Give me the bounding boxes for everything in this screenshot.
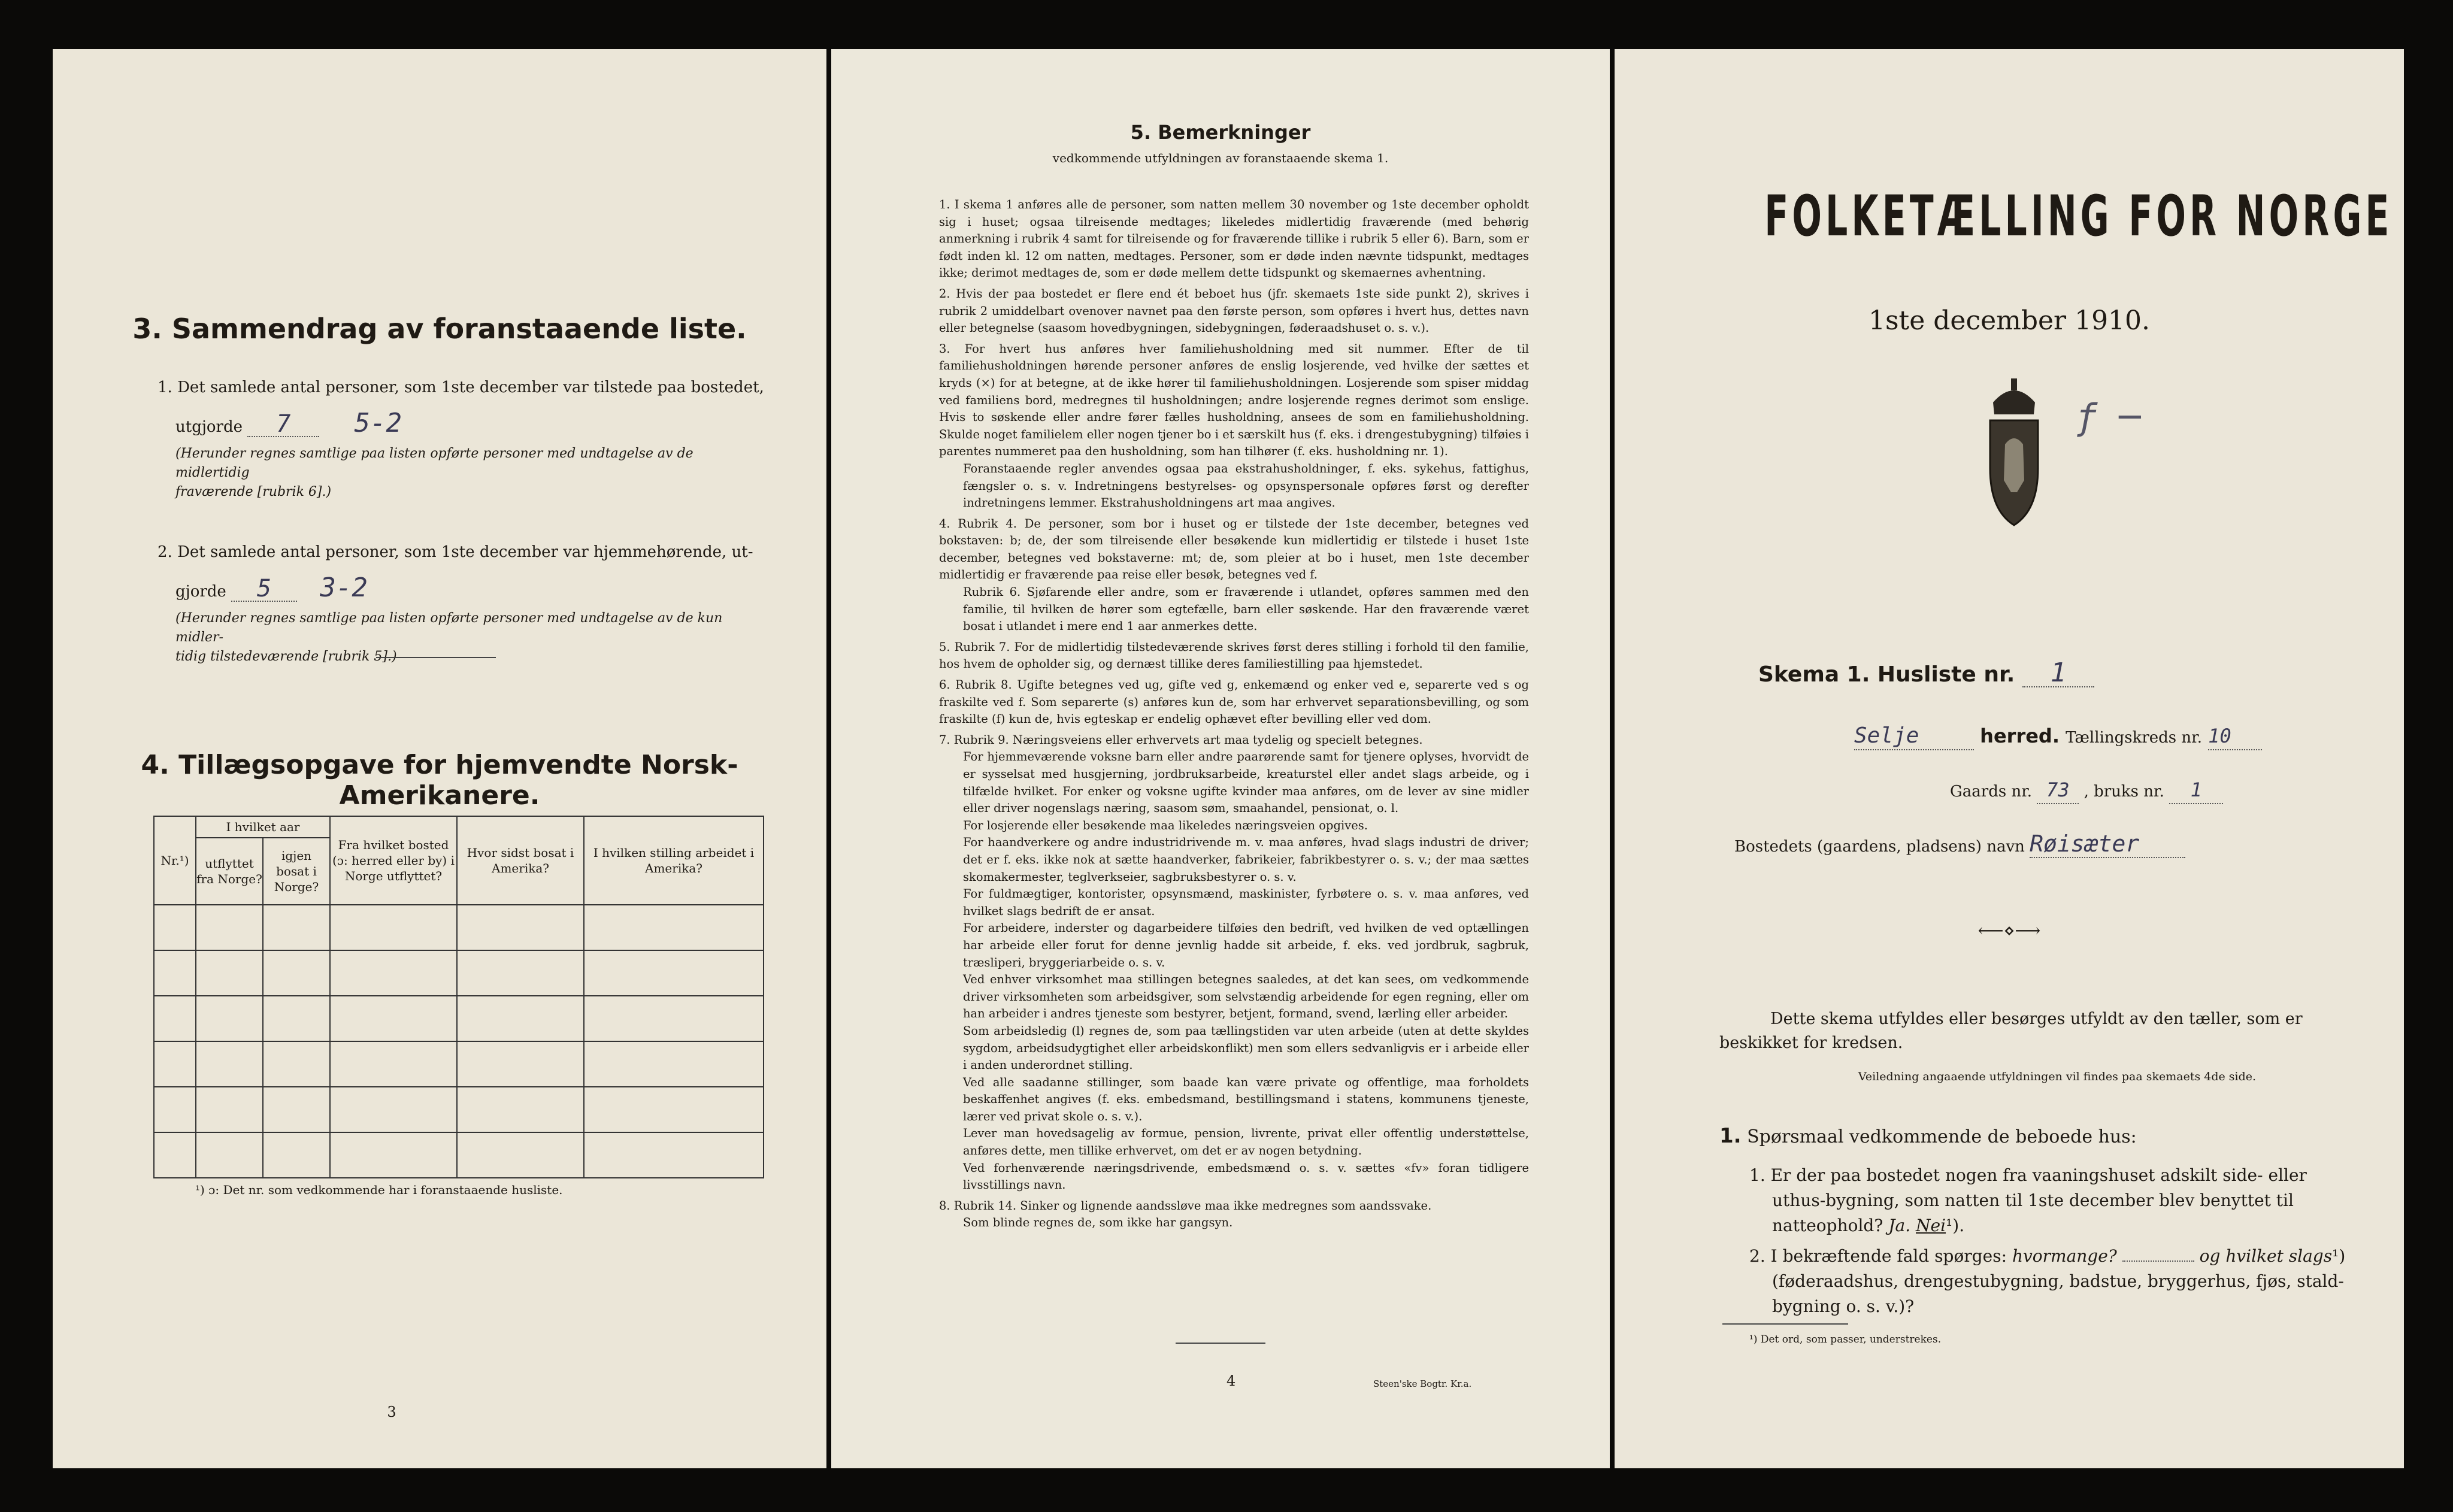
answer-nei[interactable]: Nei xyxy=(1916,1216,1946,1235)
col-sidst-bosat: Hvor sidst bosat i Amerika? xyxy=(457,816,584,905)
kreds-field[interactable]: 10 xyxy=(2208,723,2262,750)
col-stilling: I hvilken stilling arbeidet i Amerika? xyxy=(584,816,764,905)
bosted-field[interactable]: Røisæter xyxy=(2030,831,2185,858)
remarks-subtitle: vedkommende utfyldningen av foranstaaende skema 1. xyxy=(1052,151,1389,165)
section-3-title: 3. Sammendrag av foranstaaende liste. xyxy=(132,313,747,345)
remark-paragraph: Som blinde regnes de, som ikke har gangsyn. xyxy=(963,1216,1233,1230)
census-title-wrap xyxy=(1615,184,2404,249)
divider xyxy=(1722,1323,1848,1325)
remark-paragraph: Foranstaaende regler anvendes ogsaa paa ekstrahusholdninger, f. eks. sykehus, fattighus, fængsler o. s. v. Indretningens bestyrelses- og opsynspersonale opføres først og derefter indretningens lemmer. Ekstrahusholdningens art maa angives. xyxy=(963,461,1529,510)
section-4-title: 4. Tillægsopgave for hjemvendte Norsk-Amerikanere. xyxy=(141,750,738,811)
pencil-mark: ƒ ─ xyxy=(2076,396,2141,438)
answer-ja[interactable]: Ja. xyxy=(1888,1216,1911,1235)
skema-line xyxy=(1758,657,2094,688)
question-1-line-2: uthus-bygning, som natten til 1ste december blev benyttet til xyxy=(1772,1190,2294,1210)
remark-paragraph: Lever man hovedsagelig av formue, pension, livrente, privat eller offentlig understøttelse, anføres dette, men tillike erhvervet, om det er av nogen betydning. xyxy=(963,1126,1529,1158)
summary-item-2-note-2: tidig tilstedeværende [rubrik 5].) xyxy=(175,649,397,664)
intro-text xyxy=(1719,1007,2330,1055)
question-2-hvormange: hvormange? xyxy=(2012,1246,2117,1266)
summary-item-1-note-2: fraværende [rubrik 6].) xyxy=(175,484,332,499)
husliste-nr-field[interactable]: 1 xyxy=(2022,660,2094,687)
summary-item-2-note-1: (Herunder regnes samtlige paa listen opførte personer med undtagelse av de kun midler- xyxy=(175,611,723,645)
page-4 xyxy=(831,49,1610,1468)
remarks-list xyxy=(939,193,1529,1232)
col-nr: Nr.¹) xyxy=(154,816,196,905)
question-number: 1. xyxy=(1719,1124,1742,1148)
remark-paragraph: 2. Hvis der paa bostedet er flere end ét beboet hus (jfr. skemaets 1ste side punkt 2), skrives i rubrik 2 umiddelbart ovenover navnet paa den første person, som opføres i hvert hus, dettes navn eller betegnelse (saasom hovedbygningen, sidebygningen, føderaadshuset o. s. v.). xyxy=(939,286,1529,335)
remark-paragraph: Som arbeidsledig (l) regnes de, som paa tællingstiden var uten arbeide (uten at dette skyldes sygdom, arbeidsudygtighet eller arbeidskonflikt) men som ellers sedvanligvis er i arbeide eller i anden underordnet stilling. xyxy=(963,1023,1529,1072)
col-utflyttet: utflyttet fra Norge? xyxy=(196,838,263,905)
remark-paragraph: 4. Rubrik 4. De personer, som bor i huset og er tilstede der 1ste december, betegnes ved bokstaven: b; de, der som tilreisende eller besøkende kun midlertidig er tilstede i huset 1ste december, betegnes ved bokstaverne: mt; de, som pleier at bo i huset, men 1ste december midlertidig er fraværende paa reise eller besøk, betegnes ved f. xyxy=(939,516,1529,582)
question-2: 2. I bekræftende fald spørges: hvormange? og hvilket slags¹) (føderaadshus, drengestubygning, badstue, bryggerhus, fjøs, stald- bygning o. s. v.)? xyxy=(1749,1244,2354,1319)
remark-paragraph: 1. I skema 1 anføres alle de personer, som natten mellem 30 november og 1ste december opholdt sig i huset; ogsaa tilreisende medtages; likeledes midlertidig fraværende (med behørig anmerkning i rubrik 4 samt for tilreisende og for fraværende tillike i rubrik 5 eller 6). Barn, som er født inden kl. 12 om natten, medtages. Personer, som er døde inden nævnte tidspunkt, medtages ikke; derimot medtages de, som er døde mellem dette tidspunkt og skemaernes avhentning. xyxy=(939,198,1529,280)
table-row xyxy=(154,1087,764,1132)
gaard-field[interactable]: 73 xyxy=(2037,777,2079,804)
remark-paragraph: 8. Rubrik 14. Sinker og lignende aandssløve maa ikke medregnes som aandssvake. xyxy=(939,1198,1432,1213)
remark-paragraph: 5. Rubrik 7. For de midlertidig tilstedeværende skrives først deres stilling i forhold til den familie, hos hvem de opholder sig, og dernæst tillike deres familiestilling paa hjemstedet. xyxy=(939,640,1529,671)
veiledning: Veiledning angaaende utfyldningen vil findes paa skemaets 4de side. xyxy=(1858,1070,2257,1083)
summary-item-2-value[interactable]: 5 xyxy=(231,577,297,602)
summary-item-1-value[interactable]: 7 xyxy=(247,412,319,437)
remark-paragraph: 6. Rubrik 8. Ugifte betegnes ved ug, gifte ved g, enkemænd og enker ved e, separerte ved s og fraskilte ved f. Som separerte (s) anføres kun de, som har erhvervet separationsbevilling, og som fraskilte (f) kun de, hvis egteskap er endelig ophævet efter bevilling eller ved dom. xyxy=(939,678,1529,726)
page-number-text: 3 xyxy=(387,1404,396,1420)
bosted-line xyxy=(1734,831,2185,860)
bruk-label: , bruks nr. xyxy=(2083,783,2164,801)
question-2-line-2: (føderaadshus, drengestubygning, badstue, bryggerhus, fjøs, stald- xyxy=(1772,1271,2344,1291)
col-group-aar: I hvilket aar xyxy=(196,816,330,838)
remark-paragraph: 3. For hvert hus anføres hver familiehusholdning med sit nummer. Efter de til familiehusholdningen hørende personer anføres de enslig losjerende, ved hvilke der sættes et kryds (×) for at betegne, at de ikke hører til familiehusholdningen. Losjerende som spiser middag ved familiens bord, medregnes til husholdningen; andre losjerende regnes derimot som enslige. Hvis to søskende eller andre fører fælles husholdning, ansees de som en familiehusholdning. Skulde noget familielem eller nogen tjener bo i et særskilt hus (f. eks. i drengestubygning) tilføies i parentes nummeret paa den husholdning, som han tilhører (f. eks. husholdning nr. 1). xyxy=(939,341,1529,459)
question-2-line-1: 2. I bekræftende fald spørges: xyxy=(1749,1246,2007,1266)
census-title: FOLKETÆLLING FOR NORGE xyxy=(1764,184,2393,249)
table-row xyxy=(154,1041,764,1087)
gaard-label: Gaards nr. xyxy=(1950,783,2033,801)
herred-field[interactable]: Selje xyxy=(1854,723,1974,750)
printer-note: Steen'ske Bogtr. Kr.a. xyxy=(1373,1378,1472,1389)
summary-item-1-handwritten: 5-2 xyxy=(354,408,402,438)
question-2-hvilket: og hvilket slags xyxy=(2199,1246,2333,1266)
remark-paragraph: Ved forhenværende næringsdrivende, embedsmænd o. s. v. sættes «fv» foran tidligere livsstillings navn. xyxy=(963,1160,1529,1192)
hvormange-field[interactable] xyxy=(2122,1260,2194,1262)
divider xyxy=(1176,1343,1265,1344)
question-1-line-3: natteophold? xyxy=(1772,1216,1883,1235)
summary-item-2-prefix: gjorde xyxy=(175,583,226,601)
herred-line xyxy=(1854,723,2262,751)
table-row xyxy=(154,950,764,996)
summary-item-2-handwritten: 3-2 xyxy=(320,572,368,603)
page-number: 4 xyxy=(1226,1372,1236,1389)
intro-line-1: Dette skema utfyldes eller besørges utfyldt av den tæller, som er xyxy=(1770,1010,2303,1028)
table-row xyxy=(154,1132,764,1178)
question-header xyxy=(1719,1124,2137,1148)
remark-paragraph: For haandverkere og andre industridrivende m. v. maa anføres, hvad slags industri de driver; det er f. eks. ikke nok at sætte haandverker, fabrikeier, fabrikbestyrer o. s. v.; der maa sættes skomakermester, teglverkseier, sagbruksbestyrer o. s. v. xyxy=(963,835,1529,884)
table-row xyxy=(154,905,764,950)
col-igjen-bosat: igjen bosat i Norge? xyxy=(263,838,330,905)
ornament-divider: ⟵⋄⟶ xyxy=(1977,920,2041,941)
remark-paragraph: For arbeidere, inderster og dagarbeidere tilføies den bedrift, ved hvilken de ved optællingen har arbeide eller forut for denne jevnlig hadde sit arbeide, f. eks. ved jordbruk, sagbruk, træsliperi, bryggeriarbeide o. s. v. xyxy=(963,921,1529,969)
col-fra-bosted: Fra hvilket bosted (ɔ: herred eller by) i Norge utflyttet? xyxy=(330,816,457,905)
gaard-line xyxy=(1950,777,2223,805)
remark-paragraph: Ved alle saadanne stillinger, som baade kan være private og offentlige, maa forholdets beskaffenhet angives (f. eks. embedsmand, bestillingsmand i statens, kommunens tjeneste, lærer ved privat skole o. s. v.). xyxy=(963,1075,1529,1123)
remark-paragraph: For fuldmægtiger, kontorister, opsynsmænd, maskinister, fyrbøtere o. s. v. maa anføres, ved hvilket slags bedrift de er ansat. xyxy=(963,887,1529,918)
page-3 xyxy=(53,49,826,1468)
remark-paragraph: For hjemmeværende voksne barn eller andre paarørende samt for tjenere oplyses, hvorvidt de er sysselsat med husgjerning, jordbruksarbeide, kreaturstel eller andet slags arbeide, og i tilfælde hvilket. For enker og voksne ugifte kvinder maa anføres, om de lever av sine midler eller driver nogenslags næring, saasom søm, smaahandel, pensionat, o. l. xyxy=(963,750,1529,816)
remark-paragraph: Ved enhver virksomhet maa stillingen betegnes saaledes, at det kan sees, om vedkommende driver virksomheten som arbeidsgiver, som selvstændig arbeidende for egen regning, eller om han arbeider i andres tjeneste som bestyrer, betjent, formand, svend, lærling eller arbeider. xyxy=(963,972,1529,1021)
summary-item-2-text: 2. Det samlede antal personer, som 1ste december var hjemmehørende, ut- xyxy=(158,543,753,561)
summary-item-1-prefix: utgjorde xyxy=(175,418,243,436)
summary-item-2 xyxy=(158,540,768,666)
remarks-title: 5. Bemerkninger xyxy=(1130,121,1311,144)
skema-label: Skema 1. Husliste nr. xyxy=(1758,662,2015,687)
question-1: 1. Er der paa bostedet nogen fra vaaningshuset adskilt side- eller uthus-bygning, som natten til 1ste december blev benyttet til natteophold? Ja. Nei¹). xyxy=(1749,1163,2354,1238)
remark-paragraph: Rubrik 6. Sjøfarende eller andre, som er fraværende i utlandet, opføres sammen med den familie, til hvilken de hører som egtefælle, barn eller søskende. Har den fraværende været bosat i utlandet i mere end 1 aar anmerkes dette. xyxy=(963,585,1529,634)
table-row xyxy=(154,996,764,1041)
table-footnote: ¹) ɔ: Det nr. som vedkommende har i foranstaaende husliste. xyxy=(195,1183,563,1197)
remark-paragraph: 7. Rubrik 9. Næringsveiens eller erhvervets art maa tydelig og specielt betegnes. xyxy=(939,732,1423,747)
summary-item-1-text: 1. Det samlede antal personer, som 1ste december var tilstede paa bostedet, xyxy=(158,378,764,396)
question-title: Spørsmaal vedkommende de beboede hus: xyxy=(1747,1126,2137,1147)
question-1-line-1: 1. Er der paa bostedet nogen fra vaaningshuset adskilt side- eller xyxy=(1749,1165,2307,1185)
coat-of-arms-icon xyxy=(1981,378,2047,531)
divider xyxy=(376,657,496,658)
herred-label: herred. xyxy=(1980,725,2060,747)
kreds-label: Tællingskreds nr. xyxy=(2066,729,2202,747)
bosted-label: Bostedets (gaardens, pladsens) navn xyxy=(1734,838,2025,856)
page-1-footnote: ¹) Det ord, som passer, understrekes. xyxy=(1749,1334,1942,1346)
summary-item-1 xyxy=(158,375,768,502)
intro-line-2: beskikket for kredsen. xyxy=(1719,1034,1903,1052)
census-date: 1ste december 1910. xyxy=(1868,305,2151,336)
page-1 xyxy=(1615,49,2404,1468)
remark-paragraph: For losjerende eller besøkende maa likeledes næringsveien opgives. xyxy=(963,818,1368,832)
question-2-line-3: bygning o. s. v.)? xyxy=(1772,1296,1915,1316)
summary-item-1-note-1: (Herunder regnes samtlige paa listen opførte personer med undtagelse av de midlertidig xyxy=(175,446,693,480)
page-number xyxy=(53,1404,826,1420)
bruk-field[interactable]: 1 xyxy=(2169,777,2223,804)
norsk-amerikanere-table xyxy=(153,816,764,1178)
